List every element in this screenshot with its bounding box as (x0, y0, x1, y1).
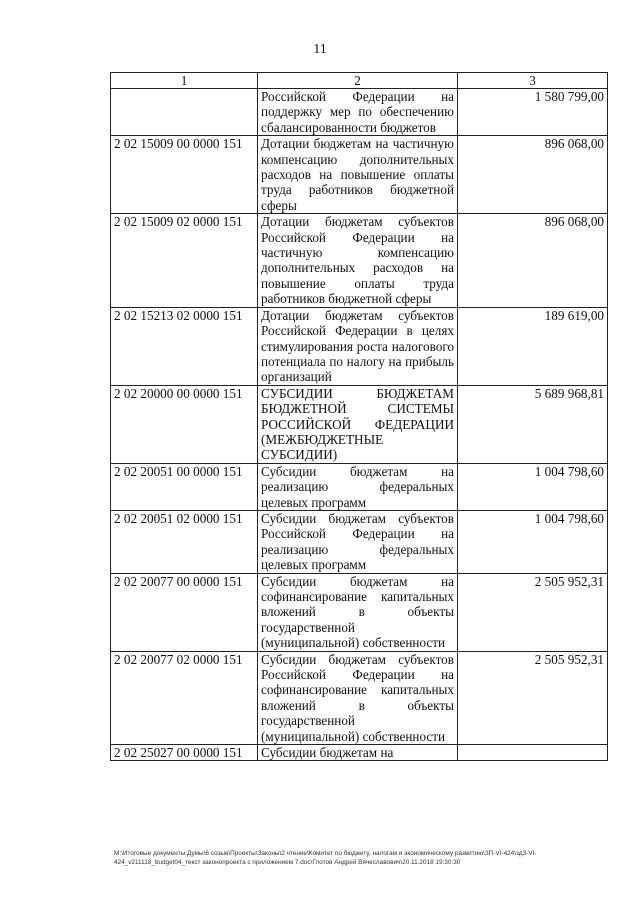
table-row (111, 136, 608, 214)
row-amount: 896 068,00 (458, 214, 608, 307)
table-header-row (111, 73, 608, 89)
row-amount (458, 745, 608, 761)
document-file-path-footer: М:\Итоговые документы Думы\6 созыв\Проекты\Законы\2 чтение\Комитет по бюджету, налогам и экономическому развитию\ЗП-VI-424\зд3-VI-424_v211118_budget04_текст законопроекта с приложением 7.doc\Глотов Андрей Вячеславович\20.11.2018 19:30:30 (114, 850, 537, 866)
budget-table (110, 72, 608, 761)
table-row (111, 463, 608, 510)
row-code: 2 02 15213 02 0000 151 (111, 307, 258, 385)
row-description: Субсидии бюджетам субъектов Российской Федерации на реализацию федеральных целевых программ (258, 510, 458, 573)
row-code: 2 02 20000 00 0000 151 (111, 385, 258, 463)
table-row (111, 89, 608, 136)
row-description: Дотации бюджетам на частичную компенсацию дополнительных расходов на повышение оплаты труда работников бюджетной сферы (258, 136, 458, 214)
table-row (111, 385, 608, 463)
row-code: 2 02 20051 02 0000 151 (111, 510, 258, 573)
page-number: 11 (313, 42, 327, 57)
row-amount: 5 689 968,81 (458, 385, 608, 463)
table-row (111, 573, 608, 651)
column-header-amount: 3 (458, 73, 608, 89)
row-code: 2 02 15009 02 0000 151 (111, 214, 258, 307)
table-row (111, 307, 608, 385)
row-amount: 189 619,00 (458, 307, 608, 385)
column-header-description: 2 (258, 73, 458, 89)
row-description: Субсидии бюджетам на софинансирование капитальных вложений в объекты государственной (муниципальной) собственности (258, 573, 458, 651)
table-row (111, 510, 608, 573)
row-description: Субсидии бюджетам на реализацию федеральных целевых программ (258, 463, 458, 510)
row-code (111, 89, 258, 136)
row-code: 2 02 25027 00 0000 151 (111, 745, 258, 761)
row-amount: 2 505 952,31 (458, 573, 608, 651)
row-description: Российской Федерации на поддержку мер по обеспечению сбалансированности бюджетов (258, 89, 458, 136)
row-amount: 1 004 798,60 (458, 463, 608, 510)
row-code: 2 02 15009 00 0000 151 (111, 136, 258, 214)
row-amount: 1 580 799,00 (458, 89, 608, 136)
row-code: 2 02 20051 00 0000 151 (111, 463, 258, 510)
row-description: Субсидии бюджетам субъектов Российской Федерации на софинансирование капитальных вложений в объекты государственной (муниципальной) собственности (258, 651, 458, 744)
table-row (111, 745, 608, 761)
row-code: 2 02 20077 02 0000 151 (111, 651, 258, 744)
row-description: Субсидии бюджетам на (258, 745, 458, 761)
row-description: Дотации бюджетам субъектов Российской Федерации в целях стимулирования роста налогового потенциала по налогу на прибыль организаций (258, 307, 458, 385)
row-amount: 896 068,00 (458, 136, 608, 214)
table-row (111, 214, 608, 307)
row-amount: 2 505 952,31 (458, 651, 608, 744)
row-description: Дотации бюджетам субъектов Российской Федерации на частичную компенсацию дополнительных расходов на повышение оплаты труда работников бюджетной сферы (258, 214, 458, 307)
column-header-code: 1 (111, 73, 258, 89)
row-amount: 1 004 798,60 (458, 510, 608, 573)
row-description: СУБСИДИИ БЮДЖЕТАМ БЮДЖЕТНОЙ СИСТЕМЫ РОССИЙСКОЙ ФЕДЕРАЦИИ (МЕЖБЮДЖЕТНЫЕ СУБСИДИИ) (258, 385, 458, 463)
row-code: 2 02 20077 00 0000 151 (111, 573, 258, 651)
table-row (111, 651, 608, 744)
